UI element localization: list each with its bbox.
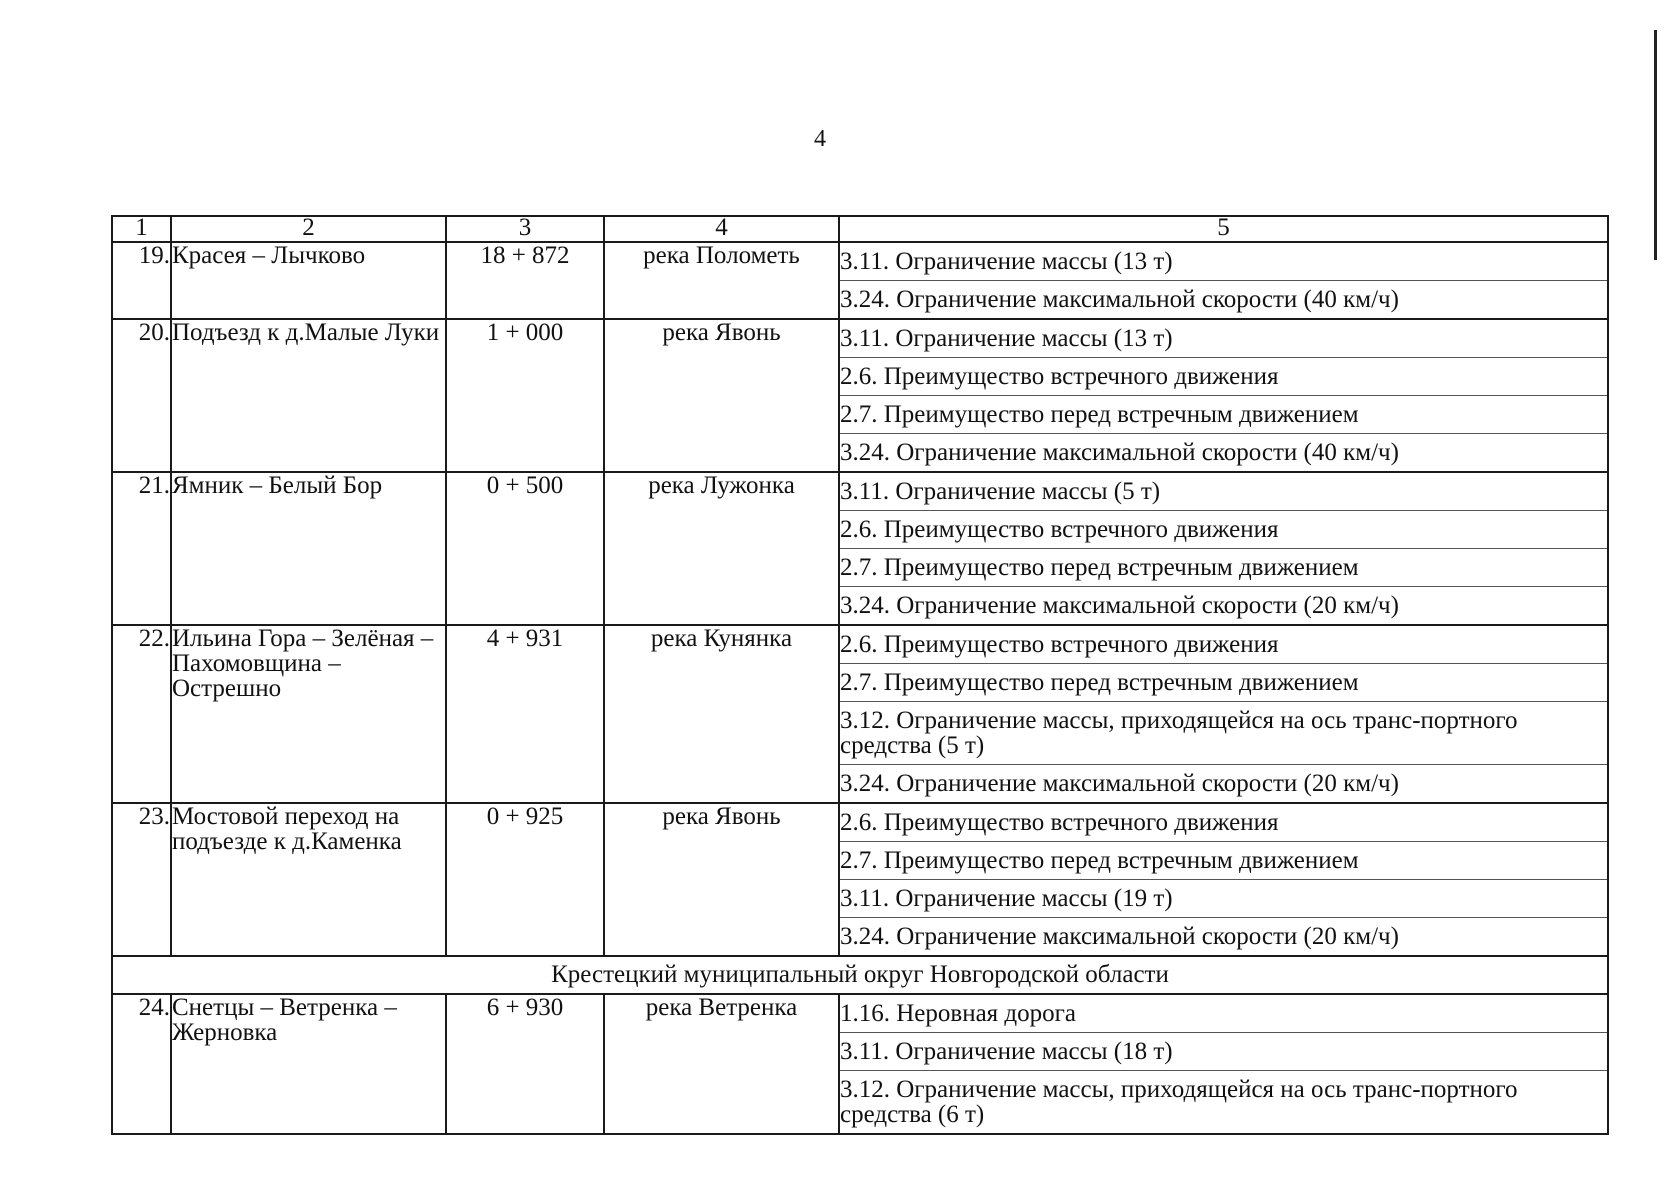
page-number: 4 bbox=[814, 126, 826, 152]
scan-edge-line bbox=[1654, 30, 1657, 260]
kilometer-mark: 18 + 872 bbox=[446, 242, 604, 319]
table-row bbox=[112, 472, 1608, 625]
road-name: Красея – Лычково bbox=[171, 242, 446, 319]
road-sign-item: 3.24. Ограничение максимальной скорости (20 км/ч) bbox=[840, 917, 1607, 955]
road-signs-cell bbox=[839, 625, 1608, 803]
road-sign-item: 3.12. Ограничение массы, приходящейся на ось транс-портного средства (5 т) bbox=[840, 701, 1607, 764]
road-sign-item: 2.7. Преимущество перед встречным движением bbox=[840, 548, 1607, 586]
road-signs-cell bbox=[839, 242, 1608, 319]
column-header: 3 bbox=[446, 216, 604, 242]
table-row bbox=[112, 994, 1608, 1134]
table-body-part-2 bbox=[112, 994, 1608, 1134]
road-sign-item: 3.11. Ограничение массы (5 т) bbox=[840, 478, 1161, 505]
section-title: Крестецкий муниципальный округ Новгородской области bbox=[112, 956, 1608, 994]
road-sign-item: 3.24. Ограничение максимальной скорости (20 км/ч) bbox=[840, 764, 1607, 802]
kilometer-mark: 0 + 500 bbox=[446, 472, 604, 625]
column-number-row bbox=[112, 216, 1608, 242]
road-name: Подъезд к д.Малые Луки bbox=[171, 319, 446, 472]
column-header: 5 bbox=[839, 216, 1608, 242]
road-sign-item: 2.7. Преимущество перед встречным движением bbox=[840, 841, 1607, 879]
road-name: Снетцы – Ветренка – Жерновка bbox=[171, 994, 446, 1134]
table-row bbox=[112, 803, 1608, 956]
table-row bbox=[112, 319, 1608, 472]
kilometer-mark: 4 + 931 bbox=[446, 625, 604, 803]
row-number: 19. bbox=[112, 242, 171, 319]
road-sign-item: 2.6. Преимущество встречного движения bbox=[840, 809, 1279, 836]
section-row bbox=[112, 956, 1608, 994]
river-name: река Явонь bbox=[604, 803, 839, 956]
road-sign-item: 3.24. Ограничение максимальной скорости (40 км/ч) bbox=[840, 433, 1607, 471]
row-number: 20. bbox=[112, 319, 171, 472]
column-header: 4 bbox=[604, 216, 839, 242]
road-sign-item: 3.24. Ограничение максимальной скорости (20 км/ч) bbox=[840, 586, 1607, 624]
row-number: 22. bbox=[112, 625, 171, 803]
road-sign-item: 1.16. Неровная дорога bbox=[840, 1000, 1076, 1027]
road-sign-item: 3.11. Ограничение массы (19 т) bbox=[840, 879, 1607, 917]
road-sign-item: 2.6. Преимущество встречного движения bbox=[840, 631, 1279, 658]
road-sign-item: 3.11. Ограничение массы (13 т) bbox=[840, 325, 1173, 352]
river-name: река Лужонка bbox=[604, 472, 839, 625]
column-header: 2 bbox=[171, 216, 446, 242]
road-sign-item: 3.12. Ограничение массы, приходящейся на ось транс-портного средства (6 т) bbox=[840, 1070, 1607, 1133]
table-row bbox=[112, 625, 1608, 803]
road-sign-item: 3.11. Ограничение массы (13 т) bbox=[840, 248, 1173, 275]
table-row bbox=[112, 242, 1608, 319]
road-sign-item: 2.6. Преимущество встречного движения bbox=[840, 510, 1607, 548]
signs-table bbox=[111, 215, 1609, 1135]
table-body-part-1 bbox=[112, 242, 1608, 956]
kilometer-mark: 1 + 000 bbox=[446, 319, 604, 472]
road-sign-item: 2.7. Преимущество перед встречным движением bbox=[840, 395, 1607, 433]
river-name: река Полометь bbox=[604, 242, 839, 319]
kilometer-mark: 0 + 925 bbox=[446, 803, 604, 956]
road-signs-cell bbox=[839, 472, 1608, 625]
road-name: Мостовой переход на подъезде к д.Каменка bbox=[171, 803, 446, 956]
river-name: река Явонь bbox=[604, 319, 839, 472]
road-signs-cell bbox=[839, 994, 1608, 1134]
road-sign-item: 3.24. Ограничение максимальной скорости (40 км/ч) bbox=[840, 280, 1607, 318]
section-row-group bbox=[112, 956, 1608, 994]
road-sign-item: 2.6. Преимущество встречного движения bbox=[840, 357, 1607, 395]
road-name: Ямник – Белый Бор bbox=[171, 472, 446, 625]
road-sign-item: 3.11. Ограничение массы (18 т) bbox=[840, 1032, 1607, 1070]
row-number: 24. bbox=[112, 994, 171, 1134]
river-name: река Кунянка bbox=[604, 625, 839, 803]
kilometer-mark: 6 + 930 bbox=[446, 994, 604, 1134]
road-signs-cell bbox=[839, 803, 1608, 956]
column-header: 1 bbox=[112, 216, 171, 242]
road-name: Ильина Гора – Зелёная – Пахомовщина – Острешно bbox=[171, 625, 446, 803]
road-signs-cell bbox=[839, 319, 1608, 472]
river-name: река Ветренка bbox=[604, 994, 839, 1134]
row-number: 21. bbox=[112, 472, 171, 625]
road-sign-item: 2.7. Преимущество перед встречным движением bbox=[840, 663, 1607, 701]
row-number: 23. bbox=[112, 803, 171, 956]
